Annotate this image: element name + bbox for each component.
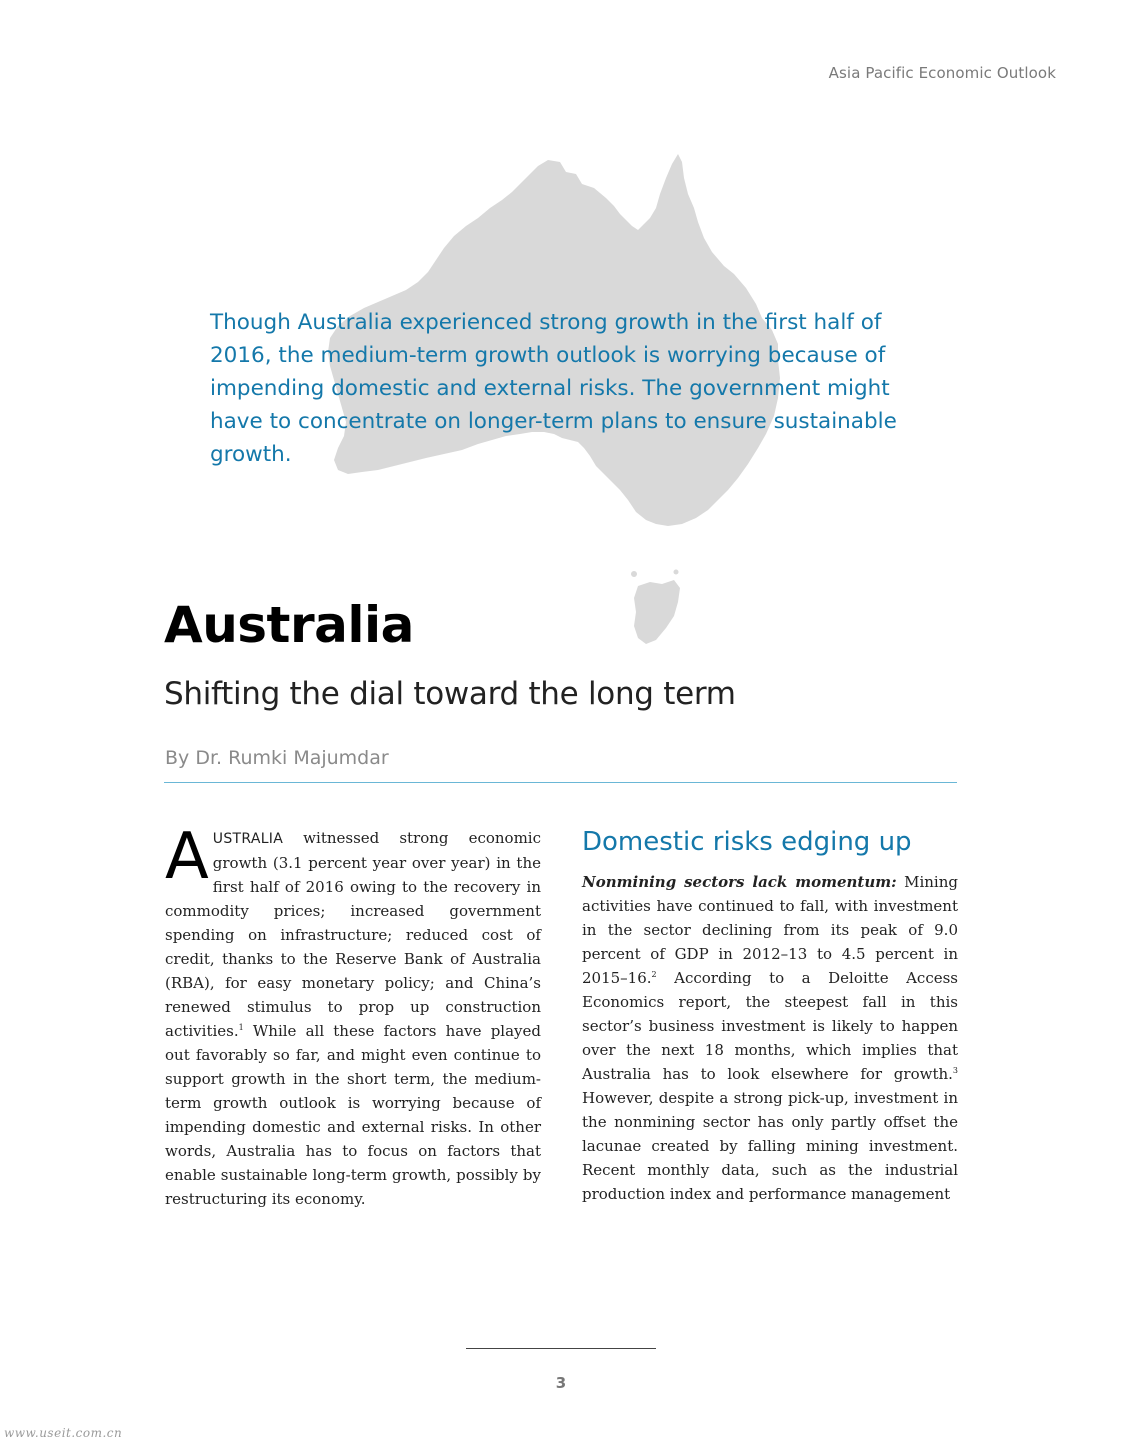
opening-caps: USTRALIA	[212, 831, 284, 847]
drop-cap: A	[165, 820, 209, 894]
right-paragraph	[582, 870, 958, 1206]
watermark: www.useit.com.cn	[4, 1426, 123, 1440]
byline: By Dr. Rumki Majumdar	[165, 747, 389, 769]
paragraph-text: However, despite a strong pick-up, investment in the nonmining sector has only partly offset the lacunae created by falling mining investment. Recent monthly data, such as the industrial production index and performance management	[582, 1089, 958, 1203]
footnote-marker[interactable]: 2	[651, 970, 657, 979]
right-column	[582, 826, 958, 1206]
paragraph-text: While all these factors have played out favorably so far, and might even continue to support growth in the short term, the medium-term growth outlook is worrying because of impending domestic and external risks. In other words, Australia has to focus on factors that enable sustainable long-term growth, possibly by restructuring its economy.	[165, 1022, 541, 1208]
title-divider	[164, 782, 957, 783]
footnote-marker[interactable]: 1	[238, 1023, 244, 1032]
footnote-marker[interactable]: 3	[952, 1066, 958, 1075]
running-header: Asia Pacific Economic Outlook	[828, 64, 1056, 82]
page-subtitle: Shifting the dial toward the long term	[164, 676, 736, 712]
paragraph-text: According to a Deloitte Access Economics report, the steepest fall in this sector’s business investment is likely to happen over the next 18 months, which implies that Australia has to look elsewhere for growth.	[582, 969, 958, 1083]
footer-divider	[466, 1348, 656, 1349]
page-title: Australia	[164, 596, 414, 654]
pullquote: Though Australia experienced strong growth in the first half of 2016, the medium-term growth outlook is worrying because of impending domestic and external risks. The government might have to concentrate on longer-term plans to ensure sustainable growth.	[210, 309, 897, 467]
section-heading: Domestic risks edging up	[582, 827, 912, 857]
paragraph-text: witnessed strong economic growth (3.1 percent year over year) in the first half of 2016 owing to the recovery in commodity prices; increased government spending on infrastructure; reduced cost of credit, thanks to the Reserve Bank of Australia (RBA), for easy monetary policy; and China’s renewed stimulus to prop up construction activities.	[165, 829, 541, 1040]
left-column	[165, 820, 541, 1211]
paragraph-text: Mining activities have continued to fall, with investment in the sector declining from its peak of 9.0 percent of GDP in 2012–13 to 4.5 percent in 2015–16.	[582, 873, 958, 987]
lead-in: Nonmining sectors lack momentum:	[582, 873, 897, 891]
page-number: 3	[555, 1374, 567, 1392]
